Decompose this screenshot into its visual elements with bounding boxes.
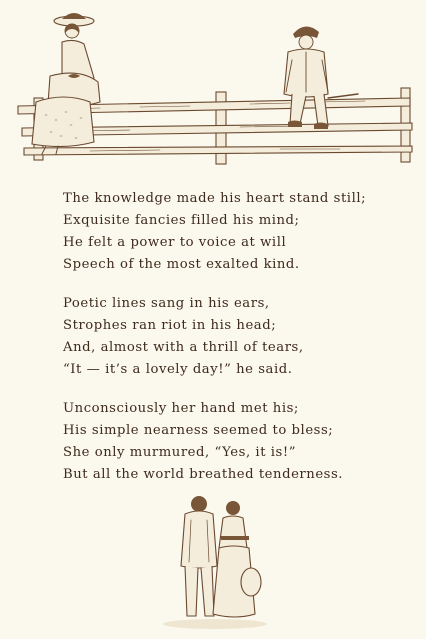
poem-line: Exquisite fancies filled his mind; <box>63 213 300 228</box>
poem-line: The knowledge made his heart stand still; <box>63 191 367 206</box>
poem-line: She only murmured, “Yes, it is!” <box>63 445 297 460</box>
poem-line: Strophes ran riot in his head; <box>63 318 277 333</box>
man-figure <box>284 26 358 129</box>
poem-line: Unconsciously her hand met his; <box>63 401 299 416</box>
walking-couple-illustration <box>155 490 275 630</box>
stanza-3 <box>63 398 383 486</box>
fence-couple-illustration <box>0 0 426 180</box>
poem-line: “It — it’s a lovely day!” he said. <box>63 362 293 377</box>
poem-line: And, almost with a thrill of tears, <box>63 340 304 355</box>
stanza-2 <box>63 293 383 381</box>
poem <box>63 188 383 503</box>
woman-walking-figure <box>213 501 261 617</box>
poem-line: His simple nearness seemed to bless; <box>63 423 334 438</box>
poem-line: Poetic lines sang in his ears, <box>63 296 270 311</box>
stanza-1 <box>63 188 383 276</box>
poem-line: But all the world breathed tenderness. <box>63 467 344 482</box>
poem-line: He felt a power to voice at will <box>63 235 287 250</box>
poem-line: Speech of the most exalted kind. <box>63 257 300 272</box>
woman-figure <box>32 13 100 154</box>
man-walking-figure <box>181 496 217 616</box>
